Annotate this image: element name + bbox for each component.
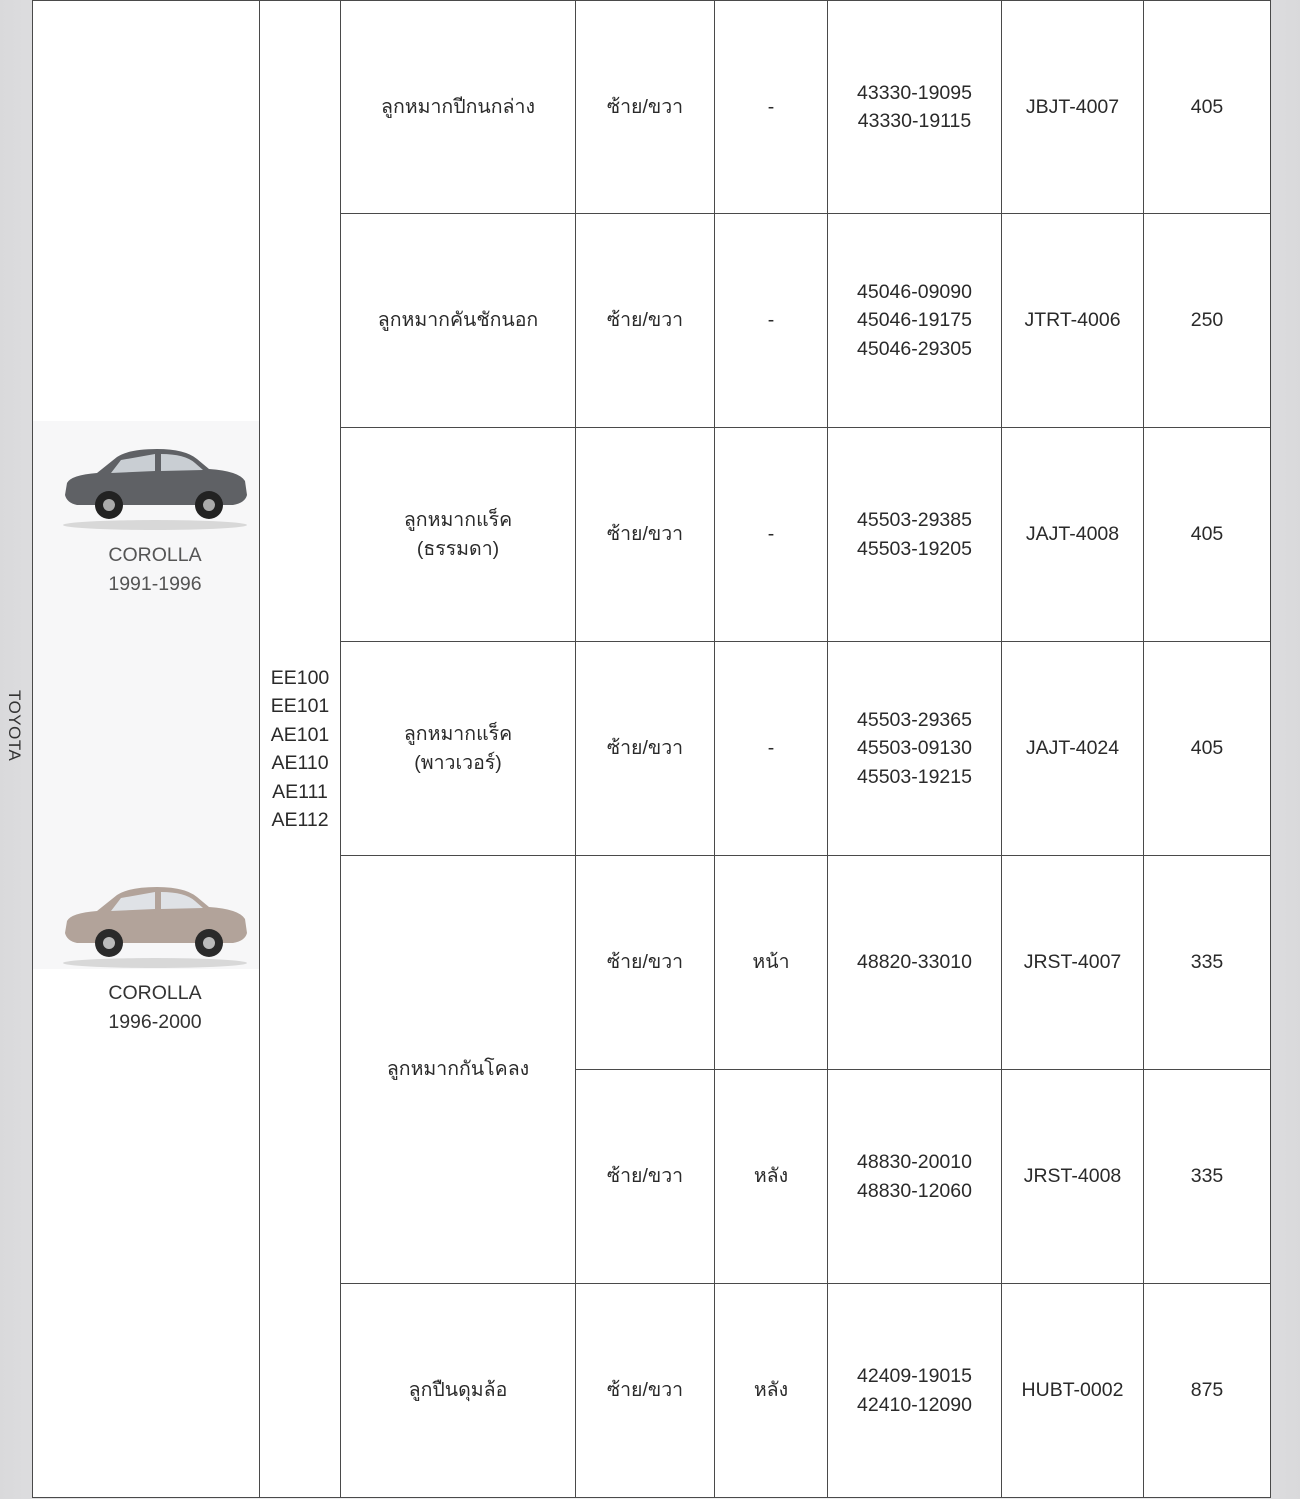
part-name-line: ลูกหมากปีกนกล่าง (381, 95, 535, 118)
price-cell: 405 (1144, 1, 1271, 214)
product-code: JRST-4008 (1002, 1070, 1144, 1284)
side-cell: ซ้าย/ขวา (576, 856, 715, 1070)
vehicle-years: 1991-1996 (108, 572, 202, 595)
part-name-line: (พาวเวอร์) (414, 751, 502, 774)
price-cell: 405 (1144, 428, 1271, 642)
position-cell: - (715, 214, 828, 428)
oem-number: 42410-12090 (857, 1393, 972, 1416)
oem-numbers (828, 1070, 1002, 1284)
oem-numbers (828, 214, 1002, 428)
model-code: AE101 (270, 723, 330, 746)
position-cell: หลัง (715, 1070, 828, 1284)
product-code: JRST-4007 (1002, 856, 1144, 1070)
vehicle-name: COROLLA (108, 982, 202, 1004)
part-name (341, 856, 576, 1284)
oem-numbers (828, 1, 1002, 214)
vehicle-2 (55, 871, 255, 1036)
side-cell: ซ้าย/ขวา (576, 428, 715, 642)
oem-number: 45046-29305 (857, 337, 972, 360)
product-code: JBJT-4007 (1002, 1, 1144, 214)
product-code: JAJT-4024 (1002, 642, 1144, 856)
oem-number: 42409-19015 (857, 1365, 972, 1387)
model-code: EE100 (270, 666, 330, 689)
table-row (33, 1, 1271, 214)
parts-table (32, 0, 1271, 1498)
oem-number: 45503-29365 (857, 708, 972, 731)
side-cell: ซ้าย/ขวา (576, 1, 715, 214)
oem-number: 48830-12060 (857, 1179, 972, 1202)
oem-number: 43330-19095 (857, 81, 972, 104)
vehicle-name: COROLLA (108, 544, 202, 566)
oem-number: 45503-19205 (857, 537, 972, 560)
model-code: AE112 (271, 809, 329, 831)
part-name-line: ลูกหมากกันโคลง (386, 1058, 530, 1081)
oem-number: 43330-19115 (857, 110, 972, 132)
side-cell: ซ้าย/ขวา (576, 214, 715, 428)
product-code: HUBT-0002 (1002, 1284, 1144, 1498)
model-code: AE110 (271, 752, 329, 774)
price-cell: 335 (1144, 1070, 1271, 1284)
oem-number: 45046-19175 (857, 309, 972, 332)
car-photo-icon (57, 433, 253, 533)
part-name-line: ลูกหมากแร็ค (403, 723, 513, 745)
oem-numbers (828, 642, 1002, 856)
side-cell: ซ้าย/ขวา (576, 642, 715, 856)
oem-numbers (828, 1284, 1002, 1498)
car-photo-icon (57, 871, 253, 971)
position-cell: - (715, 1, 828, 214)
oem-number: 45503-19215 (857, 765, 972, 788)
part-name-line: ลูกหมากแร็ค (403, 509, 513, 531)
model-code: AE111 (272, 780, 328, 803)
oem-number: 45503-09130 (857, 737, 972, 760)
part-name (341, 1284, 576, 1498)
product-code: JAJT-4008 (1002, 428, 1144, 642)
vehicle-cell (33, 1, 260, 1498)
part-name-line: (ธรรมดา) (416, 537, 500, 560)
price-cell: 405 (1144, 642, 1271, 856)
oem-number: 45503-29385 (857, 509, 972, 531)
model-codes-cell (260, 1, 341, 1498)
price-cell: 335 (1144, 856, 1271, 1070)
part-name-line: ลูกหมากคันชักนอก (377, 309, 539, 332)
oem-numbers (828, 856, 1002, 1070)
side-cell: ซ้าย/ขวา (576, 1070, 715, 1284)
part-name (341, 642, 576, 856)
vehicle-1 (55, 433, 255, 598)
part-name (341, 428, 576, 642)
model-code: EE101 (270, 695, 330, 717)
brand-label: TOYOTA (5, 690, 24, 762)
price-cell: 250 (1144, 214, 1271, 428)
part-name (341, 1, 576, 214)
position-cell: หน้า (715, 856, 828, 1070)
part-name-line: ลูกปืนดุมล้อ (408, 1379, 508, 1402)
position-cell: หลัง (715, 1284, 828, 1498)
side-cell: ซ้าย/ขวา (576, 1284, 715, 1498)
product-code: JTRT-4006 (1002, 214, 1144, 428)
position-cell: - (715, 428, 828, 642)
part-name (341, 214, 576, 428)
oem-number: 48830-20010 (857, 1151, 972, 1173)
price-cell: 875 (1144, 1284, 1271, 1498)
vehicle-years: 1996-2000 (108, 1010, 202, 1033)
oem-numbers (828, 428, 1002, 642)
position-cell: - (715, 642, 828, 856)
oem-number: 48820-33010 (857, 951, 972, 974)
oem-number: 45046-09090 (857, 280, 972, 303)
